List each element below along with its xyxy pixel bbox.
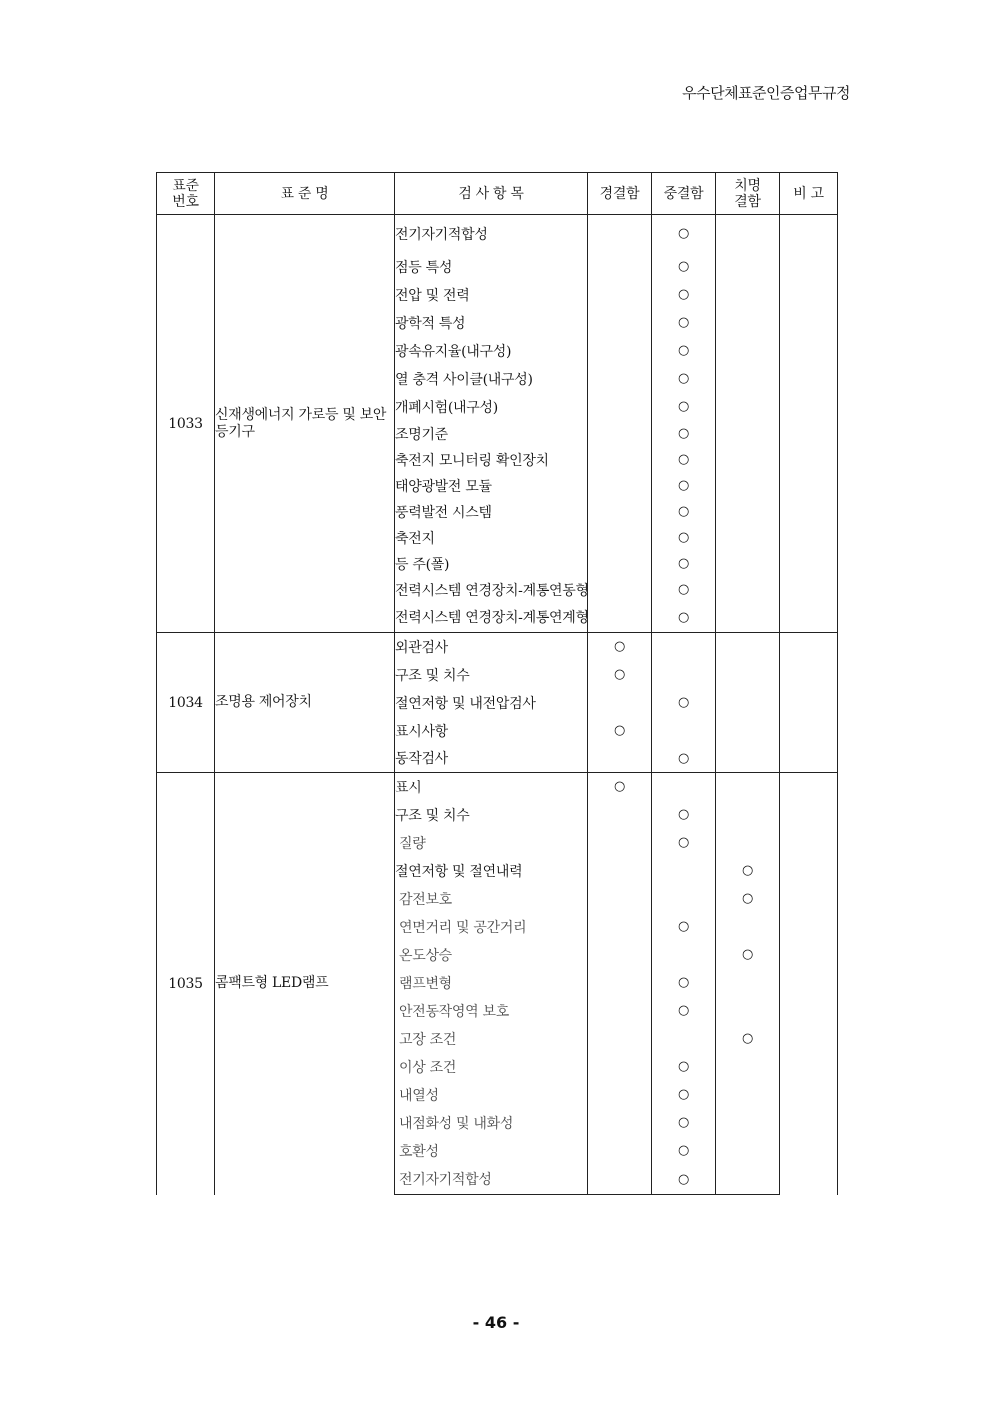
- minor-defect-mark: [588, 801, 652, 829]
- inspection-item: [395, 499, 588, 525]
- major-defect-mark: ○: [652, 309, 716, 337]
- critical-defect-mark: [716, 773, 780, 801]
- minor-defect-mark: [588, 525, 652, 551]
- critical-defect-mark: [716, 603, 780, 633]
- critical-defect-mark: ○: [716, 1025, 780, 1053]
- inspection-item: [395, 801, 588, 829]
- inspection-item-label: 풍력발전 시스템: [395, 504, 492, 521]
- running-header-title: 우수단체표준인증업무규정: [682, 84, 850, 102]
- critical-defect-mark: [716, 801, 780, 829]
- major-defect-mark: ○: [652, 421, 716, 447]
- critical-defect-mark: [716, 997, 780, 1025]
- remarks-cell: [780, 773, 838, 1195]
- inspection-item-label: 온도상승: [399, 947, 452, 964]
- header-inspection-items: 검 사 항 목: [395, 173, 588, 215]
- inspection-item: [395, 1053, 588, 1081]
- inspection-item: [395, 661, 588, 689]
- minor-defect-mark: [588, 1137, 652, 1165]
- minor-defect-mark: [588, 913, 652, 941]
- inspection-item-label: 고장 조건: [399, 1031, 457, 1048]
- minor-defect-mark: [588, 689, 652, 717]
- inspection-item-label: 동작검사: [395, 751, 448, 768]
- major-defect-mark: ○: [652, 1109, 716, 1137]
- inspection-item: [395, 447, 588, 473]
- inspection-item-label: 감전보호: [399, 891, 452, 908]
- critical-defect-mark: [716, 253, 780, 281]
- inspection-item-label: 이상 조건: [399, 1059, 457, 1076]
- major-defect-mark: ○: [652, 1137, 716, 1165]
- critical-defect-mark: [716, 421, 780, 447]
- page-number: - 46 -: [472, 1313, 520, 1332]
- minor-defect-mark: [588, 551, 652, 577]
- major-defect-mark: ○: [652, 551, 716, 577]
- major-defect-mark: ○: [652, 913, 716, 941]
- critical-defect-mark: [716, 1165, 780, 1195]
- minor-defect-mark: [588, 1053, 652, 1081]
- major-defect-mark: ○: [652, 745, 716, 773]
- minor-defect-mark: [588, 281, 652, 309]
- inspection-item: [395, 281, 588, 309]
- inspection-item-label: 축전지 모니터링 확인장치: [395, 452, 549, 469]
- inspection-item-label: 표시: [395, 779, 422, 796]
- remarks-cell: [780, 633, 838, 773]
- major-defect-mark: ○: [652, 829, 716, 857]
- major-defect-mark: [652, 773, 716, 801]
- minor-defect-mark: ○: [588, 717, 652, 745]
- inspection-item: [395, 997, 588, 1025]
- remarks-cell: [780, 215, 838, 633]
- major-defect-mark: ○: [652, 689, 716, 717]
- inspection-item-label: 광학적 특성: [395, 315, 466, 332]
- critical-defect-mark: [716, 1081, 780, 1109]
- inspection-item-label: 전력시스템 연경장치-계통연계형: [395, 610, 589, 627]
- major-defect-mark: ○: [652, 393, 716, 421]
- inspection-item: [395, 689, 588, 717]
- major-defect-mark: [652, 661, 716, 689]
- major-defect-mark: ○: [652, 1053, 716, 1081]
- inspection-item: [395, 393, 588, 421]
- minor-defect-mark: [588, 857, 652, 885]
- inspection-item: [395, 365, 588, 393]
- inspection-item: [395, 525, 588, 551]
- critical-defect-mark: [716, 551, 780, 577]
- major-defect-mark: ○: [652, 969, 716, 997]
- minor-defect-mark: ○: [588, 773, 652, 801]
- major-defect-mark: ○: [652, 447, 716, 473]
- header-major-defect: 중결함: [652, 173, 716, 215]
- inspection-item-label: 구조 및 치수: [395, 807, 470, 824]
- inspection-item: [395, 421, 588, 447]
- inspection-item-label: 내점화성 및 내화성: [399, 1115, 514, 1132]
- inspection-items-table: [156, 172, 838, 1195]
- minor-defect-mark: [588, 421, 652, 447]
- major-defect-mark: ○: [652, 801, 716, 829]
- critical-defect-mark: [716, 745, 780, 773]
- inspection-item: [395, 551, 588, 577]
- critical-defect-mark: [716, 633, 780, 661]
- major-defect-mark: [652, 857, 716, 885]
- inspection-item-label: 태양광발전 모듈: [395, 478, 492, 495]
- major-defect-mark: ○: [652, 365, 716, 393]
- inspection-item-label: 전기자기적합성: [399, 1172, 492, 1189]
- inspection-item: [395, 309, 588, 337]
- critical-defect-mark: [716, 689, 780, 717]
- critical-defect-mark: [716, 309, 780, 337]
- major-defect-mark: [652, 885, 716, 913]
- critical-defect-mark: [716, 717, 780, 745]
- minor-defect-mark: [588, 309, 652, 337]
- inspection-item-label: 호환성: [399, 1143, 439, 1160]
- major-defect-mark: ○: [652, 603, 716, 633]
- critical-defect-mark: [716, 1053, 780, 1081]
- major-defect-mark: [652, 717, 716, 745]
- minor-defect-mark: [588, 365, 652, 393]
- standard-name: 조명용 제어장치: [215, 633, 395, 773]
- critical-defect-mark: [716, 365, 780, 393]
- minor-defect-mark: [588, 997, 652, 1025]
- inspection-item: [395, 603, 588, 633]
- major-defect-mark: ○: [652, 525, 716, 551]
- minor-defect-mark: [588, 941, 652, 969]
- table-row: [157, 633, 838, 661]
- major-defect-mark: ○: [652, 1165, 716, 1195]
- inspection-item: [395, 885, 588, 913]
- minor-defect-mark: [588, 603, 652, 633]
- minor-defect-mark: [588, 885, 652, 913]
- inspection-item-label: 전력시스템 연경장치-계통연동형: [395, 582, 589, 599]
- major-defect-mark: [652, 941, 716, 969]
- inspection-item: [395, 253, 588, 281]
- critical-defect-mark: ○: [716, 885, 780, 913]
- inspection-item: [395, 633, 588, 661]
- table-header-row: [157, 173, 838, 215]
- major-defect-mark: ○: [652, 281, 716, 309]
- inspection-item-label: 광속유지율(내구성): [395, 343, 512, 360]
- inspection-item: [395, 215, 588, 253]
- critical-defect-mark: [716, 215, 780, 253]
- inspection-item: [395, 717, 588, 745]
- major-defect-mark: [652, 1025, 716, 1053]
- critical-defect-mark: ○: [716, 941, 780, 969]
- header-remarks: 비 고: [780, 173, 838, 215]
- inspection-item-label: 외관검사: [395, 639, 448, 656]
- inspection-item: [395, 1081, 588, 1109]
- critical-defect-mark: [716, 473, 780, 499]
- inspection-item-label: 구조 및 치수: [395, 667, 470, 684]
- major-defect-mark: ○: [652, 997, 716, 1025]
- minor-defect-mark: [588, 215, 652, 253]
- critical-defect-mark: [716, 829, 780, 857]
- inspection-item-label: 전압 및 전력: [395, 287, 470, 304]
- critical-defect-mark: [716, 1137, 780, 1165]
- inspection-item-label: 열 충격 사이클(내구성): [395, 371, 533, 388]
- major-defect-mark: [652, 633, 716, 661]
- major-defect-mark: ○: [652, 253, 716, 281]
- standard-name: 신재생에너지 가로등 및 보안등기구: [215, 215, 395, 633]
- inspection-item-label: 내열성: [399, 1087, 439, 1104]
- inspection-item: [395, 745, 588, 773]
- header-standard-number: 표준 번호: [157, 173, 215, 215]
- minor-defect-mark: ○: [588, 661, 652, 689]
- inspection-item: [395, 773, 588, 801]
- minor-defect-mark: [588, 337, 652, 365]
- critical-defect-mark: [716, 447, 780, 473]
- critical-defect-mark: [716, 499, 780, 525]
- inspection-item-label: 램프변형: [399, 975, 452, 992]
- inspection-item: [395, 1025, 588, 1053]
- inspection-item-label: 개폐시험(내구성): [395, 399, 498, 416]
- inspection-item-label: 조명기준: [395, 426, 448, 443]
- inspection-item: [395, 473, 588, 499]
- minor-defect-mark: [588, 829, 652, 857]
- critical-defect-mark: [716, 577, 780, 603]
- critical-defect-mark: [716, 1109, 780, 1137]
- inspection-item: [395, 337, 588, 365]
- inspection-item: [395, 1109, 588, 1137]
- header-standard-name: 표 준 명: [215, 173, 395, 215]
- minor-defect-mark: [588, 499, 652, 525]
- inspection-item: [395, 1165, 588, 1195]
- inspection-item: [395, 913, 588, 941]
- minor-defect-mark: [588, 1025, 652, 1053]
- inspection-item-label: 안전동작영역 보호: [399, 1003, 509, 1020]
- table-row: [157, 215, 838, 253]
- major-defect-mark: ○: [652, 499, 716, 525]
- critical-defect-mark: [716, 337, 780, 365]
- inspection-item-label: 등 주(폴): [395, 556, 450, 573]
- major-defect-mark: ○: [652, 1081, 716, 1109]
- inspection-item-label: 축전지: [395, 530, 435, 547]
- major-defect-mark: ○: [652, 337, 716, 365]
- minor-defect-mark: [588, 253, 652, 281]
- minor-defect-mark: [588, 969, 652, 997]
- inspection-item: [395, 1137, 588, 1165]
- major-defect-mark: ○: [652, 577, 716, 603]
- minor-defect-mark: [588, 577, 652, 603]
- critical-defect-mark: [716, 393, 780, 421]
- standard-number: 1033: [157, 215, 215, 633]
- major-defect-mark: ○: [652, 215, 716, 253]
- inspection-item-label: 절연저항 및 내전압검사: [395, 695, 536, 712]
- minor-defect-mark: [588, 1165, 652, 1195]
- critical-defect-mark: [716, 969, 780, 997]
- inspection-item: [395, 941, 588, 969]
- critical-defect-mark: [716, 281, 780, 309]
- minor-defect-mark: [588, 1109, 652, 1137]
- inspection-item-label: 전기자기적합성: [395, 226, 488, 243]
- minor-defect-mark: [588, 745, 652, 773]
- header-minor-defect: 경결함: [588, 173, 652, 215]
- table-body: [157, 215, 838, 1195]
- inspection-item-label: 질량: [399, 835, 426, 852]
- minor-defect-mark: [588, 393, 652, 421]
- inspection-item: [395, 969, 588, 997]
- inspection-item-label: 점등 특성: [395, 259, 453, 276]
- inspection-item-label: 표시사항: [395, 723, 448, 740]
- minor-defect-mark: ○: [588, 633, 652, 661]
- table-row: [157, 773, 838, 801]
- critical-defect-mark: [716, 661, 780, 689]
- inspection-item: [395, 577, 588, 603]
- inspection-item: [395, 829, 588, 857]
- critical-defect-mark: [716, 525, 780, 551]
- standard-name: 콤팩트형 LED램프: [215, 773, 395, 1195]
- critical-defect-mark: [716, 913, 780, 941]
- minor-defect-mark: [588, 447, 652, 473]
- critical-defect-mark: ○: [716, 857, 780, 885]
- standard-number: 1035: [157, 773, 215, 1195]
- header-critical-defect: 치명 결함: [716, 173, 780, 215]
- inspection-item-label: 절연저항 및 절연내력: [395, 863, 523, 880]
- minor-defect-mark: [588, 473, 652, 499]
- major-defect-mark: ○: [652, 473, 716, 499]
- inspection-item: [395, 857, 588, 885]
- inspection-item-label: 연면거리 및 공간거리: [399, 919, 527, 936]
- minor-defect-mark: [588, 1081, 652, 1109]
- standard-number: 1034: [157, 633, 215, 773]
